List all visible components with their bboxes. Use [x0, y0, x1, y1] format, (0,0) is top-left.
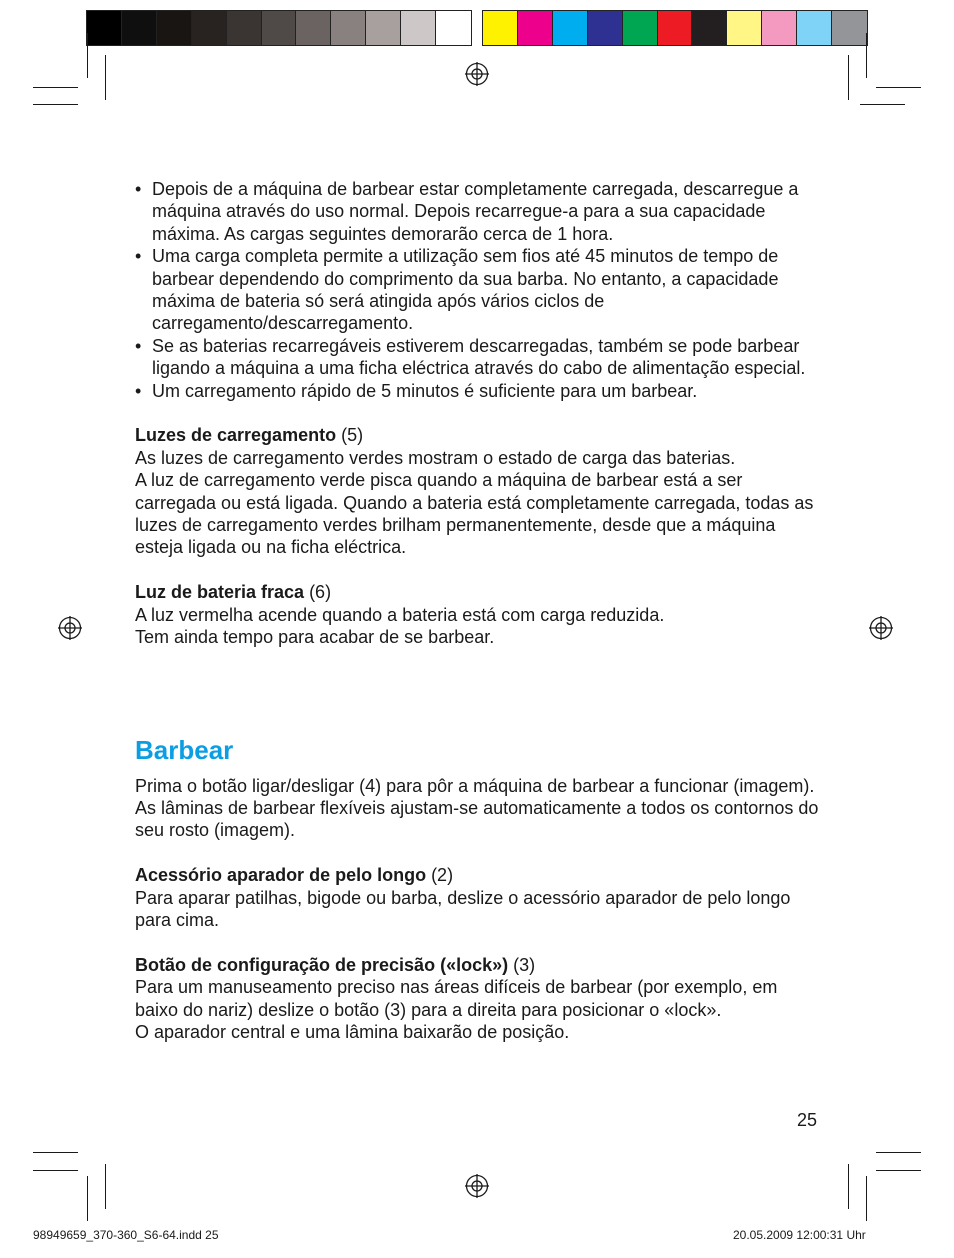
section-heading: [135, 864, 825, 886]
section-title: Botão de configuração de precisão («lock»): [135, 954, 509, 975]
section-heading: [135, 954, 825, 976]
list-item: • Depois de a máquina de barbear estar completamente carregada, descarregue a máquina através do uso normal. Depois recarregue-a para a sua capacidade máxima. As cargas seguintes demorarão cerca de 1 hora.: [135, 178, 825, 245]
section-heading: [135, 581, 825, 603]
crop-mark: [87, 1176, 88, 1221]
list-item: • Um carregamento rápido de 5 minutos é suficiente para um barbear.: [135, 380, 825, 402]
registration-mark-icon: [465, 1174, 489, 1198]
registration-mark-icon: [465, 62, 489, 86]
color-swatch: [692, 11, 727, 45]
color-swatch: [296, 11, 331, 45]
crop-mark: [876, 87, 921, 88]
color-swatch: [227, 11, 262, 45]
crop-mark: [848, 1164, 849, 1209]
color-swatch: [87, 11, 122, 45]
section-ref: (2): [426, 865, 454, 886]
color-swatch: [331, 11, 366, 45]
charging-lights-section: [135, 424, 825, 558]
crop-mark: [105, 1164, 106, 1209]
crop-mark: [876, 1152, 921, 1153]
crop-mark: [866, 33, 867, 78]
grayscale-color-bar: [86, 10, 472, 46]
color-swatch: [192, 11, 227, 45]
trimmer-section: [135, 864, 825, 931]
registration-mark-icon: [869, 616, 893, 640]
section-title: Acessório aparador de pelo longo: [135, 865, 427, 886]
section-title: Luz de bateria fraca: [135, 582, 305, 603]
color-swatch: [553, 11, 588, 45]
color-swatch: [366, 11, 401, 45]
bullet-list: [135, 178, 825, 402]
list-item: • Se as baterias recarregáveis estiverem descarregadas, também se pode barbear ligando a máquina a uma ficha eléctrica através do cabo de alimentação especial.: [135, 335, 825, 380]
crop-mark: [848, 55, 849, 100]
crop-mark: [33, 1152, 78, 1153]
color-swatch: [623, 11, 658, 45]
crop-mark: [33, 87, 78, 88]
shaving-section: [135, 775, 825, 842]
color-swatch: [122, 11, 157, 45]
paragraph: A luz de carregamento verde pisca quando a máquina de barbear está a ser carregada ou está ligada. Quando a bateria está completamente carregada, todas as luzes de carregamento verdes brilham permanentemente, desde que a máquina esteja ligada ou na ficha eléctrica.: [135, 470, 814, 558]
list-item: • Uma carga completa permite a utilização sem fios até 45 minutos de tempo de barbear dependendo do comprimento da sua barba. No entanto, a capacidade máxima de bateria só será atingida após vários ciclos de carregamento/descarregamento.: [135, 245, 825, 335]
crop-mark: [87, 33, 88, 78]
page-content: [135, 178, 825, 1043]
color-swatch: [157, 11, 192, 45]
page-heading: Barbear: [135, 734, 234, 765]
lock-section: [135, 954, 825, 1044]
paragraph: Prima o botão ligar/desligar (4) para pôr a máquina de barbear a funcionar (imagem).: [135, 775, 815, 796]
crop-mark: [33, 1170, 78, 1171]
crop-mark: [876, 1170, 921, 1171]
section-ref: (3): [508, 954, 536, 975]
paragraph: As luzes de carregamento verdes mostram o estado de carga das baterias.: [135, 447, 736, 468]
color-swatch: [762, 11, 797, 45]
low-battery-section: [135, 581, 825, 648]
crop-mark: [866, 1176, 867, 1221]
color-swatch: [797, 11, 832, 45]
paragraph: Para aparar patilhas, bigode ou barba, deslize o acessório aparador de pelo longo para cima.: [135, 887, 791, 930]
paragraph: A luz vermelha acende quando a bateria está com carga reduzida.: [135, 604, 665, 625]
color-swatch: [518, 11, 553, 45]
color-swatch: [436, 11, 471, 45]
paragraph: O aparador central e uma lâmina baixarão de posição.: [135, 1021, 570, 1042]
color-swatch: [262, 11, 297, 45]
color-swatch: [588, 11, 623, 45]
section-heading: [135, 424, 825, 446]
section-title: Luzes de carregamento: [135, 425, 337, 446]
crop-mark: [33, 104, 78, 105]
process-color-bar: [482, 10, 868, 46]
paragraph: Para um manuseamento preciso nas áreas difíceis de barbear (por exemplo, em baixo do nariz) deslize o botão (3) para a direita para posicionar o «lock».: [135, 977, 778, 1020]
registration-mark-icon: [58, 616, 82, 640]
footer-timestamp: 20.05.2009 12:00:31 Uhr: [733, 1228, 866, 1242]
page-number: 25: [797, 1110, 818, 1130]
color-swatch: [658, 11, 693, 45]
color-swatch: [832, 11, 867, 45]
paragraph: As lâminas de barbear flexíveis ajustam-se automaticamente a todos os contornos do seu rosto (imagem).: [135, 797, 819, 841]
footer-file-name: 98949659_370-360_S6-64.indd 25: [33, 1228, 219, 1242]
paragraph: Tem ainda tempo para acabar de se barbear.: [135, 627, 495, 648]
color-swatch: [401, 11, 436, 45]
color-swatch: [483, 11, 518, 45]
crop-mark: [860, 104, 905, 105]
color-swatch: [727, 11, 762, 45]
section-ref: (5): [336, 425, 364, 446]
crop-mark: [105, 55, 106, 100]
section-ref: (6): [304, 582, 332, 603]
